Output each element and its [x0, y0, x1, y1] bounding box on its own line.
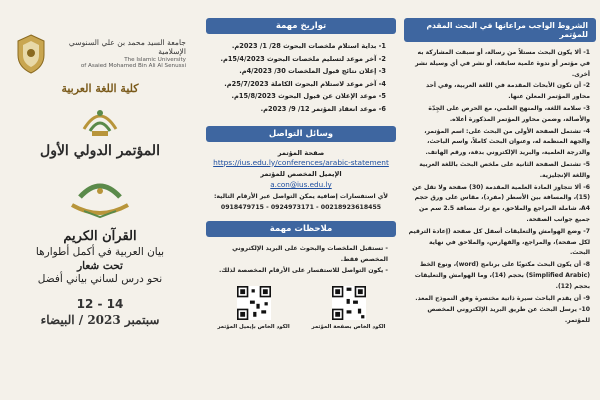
- condition-item: 7- وضع الهوامش والتعليقات أسفل كل صفحة (إعادة الترقيم لكل صفحة)، والمراجع، والفهارس، والملاحق في نهاية البحث.: [408, 227, 590, 257]
- condition-item: 3- سلامة اللغة، والمنهج العلمي، مع الحرص على الجِدّة والأصالة، وضمن محاور المؤتمر المذكورة أعلاه.: [428, 104, 590, 123]
- slogan-text: نحو درس لساني بياني أفضل: [37, 273, 163, 285]
- date-item: 1- بداية استلام ملخصات البحوث 28/ 1/ 2023م.: [231, 42, 386, 50]
- notes-list: [206, 237, 396, 276]
- university-name-en-1: The Islamic University: [124, 56, 186, 63]
- university-name: [54, 38, 186, 71]
- conference-email-link[interactable]: a.con@ius.edu.ly: [270, 180, 332, 190]
- qr-page-caption: الكود الخاص بصفحة المؤتمر: [311, 324, 386, 331]
- date-item: 5- موعد الإعلان عن قبول البحوث 15/8/2023م.: [231, 92, 386, 101]
- phones-label: لأي استفسارات إضافية يمكن التواصل عبر الأرقام التالية:: [213, 193, 389, 201]
- college-name: كلية اللغة العربية: [61, 82, 139, 95]
- qr-page[interactable]: [309, 286, 389, 330]
- date-item: 2- آخر موعد لتسليم ملخصات البحوث 15/4/2023م.: [220, 54, 386, 63]
- university-name-en-2: of Asaied Mohamed Bin Ali Al Senussi: [80, 63, 186, 70]
- dates-list: [206, 34, 396, 116]
- condition-item: 8- أن يكون البحث مكتوبًا على برنامج (word)، ونوع الخط (Simplified Arabic) بحجم (14)، وما الهوامش والتعليقات بحجم (12).: [414, 261, 590, 290]
- condition-item: 6- ألا تتجاوز المادة العلمية المقدمة (30) صفحة ولا تقل عن (15)، والمسافة بين الأسطر (مفرد)، مقاس على ورق حجم A4، شاملة المراجع والملاحق، مع ترك مسافة 2.5 سم من جميع جوانب الصفحة.: [412, 183, 590, 223]
- date-item: 3- إعلان نتائج قبول الملخصات 30/ 4/2023م.: [239, 67, 386, 76]
- qr-codes: [206, 286, 396, 330]
- conference-page-link[interactable]: https://ius.edu.ly/conferences/arabic-statement: [213, 157, 389, 167]
- conditions-list: [404, 42, 596, 327]
- conference-date-range: 12 - 14: [76, 297, 124, 311]
- condition-item: 2- أن تكون الأبحاث المقدمة في اللغة العربية، وفي أحد محاور المؤتمر المعلن عنها.: [425, 82, 590, 101]
- condition-item: 1- ألا يكون البحث مستلاً من رسالة، أو سبقت المشاركة به في مؤتمر أو ندوة علمية سابقة، أو نشر في أي وسيلة نشر أخرى.: [415, 49, 590, 78]
- note-item: - تستقبل الملخصات والبحوث على البريد الإلكتروني المخصص فقط.: [232, 245, 388, 264]
- date-item: 6- موعد انعقاد المؤتمر 12/ 9/ 2023م.: [260, 104, 386, 113]
- qr-code-icon: [237, 286, 271, 320]
- notes-header: ملاحظات مهمة: [206, 221, 396, 237]
- condition-item: 10- يرسل البحث عن طريق البريد الإلكتروني المخصص للمؤتمر.: [427, 306, 590, 325]
- university-header: [6, 18, 194, 80]
- conference-emblem-icon: [70, 99, 130, 141]
- contact-header: وسائل التواصل: [206, 126, 396, 142]
- qr-email[interactable]: [214, 286, 294, 330]
- conference-date-place: سبتمبر 2023 / البيضاء: [40, 313, 160, 327]
- slogan-heading: تحت شعار: [77, 260, 123, 272]
- university-crest-icon: [14, 33, 48, 75]
- university-name-ar: جامعة السيد محمد بن علي السنوسي الإسلامية: [68, 37, 186, 57]
- contact-section: [206, 142, 396, 212]
- condition-item: 4- تشتمل الصفحة الأولى من البحث على: اسم المؤتمر، والجهة المنظمة له، وعنوان البحث كاملاً، واسم الباحث، والدرجة العلمية، والبريد الإلكتروني بدقة، ورقم الهاتف.: [424, 127, 590, 157]
- conference-title: المؤتمر الدولي الأول: [40, 143, 160, 159]
- date-item: 4- آخر موعد لاستلام البحوث الكاملة 25/7/2023م.: [224, 79, 386, 88]
- book-emblem-icon: [60, 167, 140, 225]
- conditions-header: الشروط الواجب مراعاتها في البحث المقدم للمؤتمر: [404, 18, 596, 42]
- conference-subtitle: بيان العربية في أكمل أطوارها: [35, 246, 165, 258]
- phone-numbers: 0918479715 - 0924973171 - 00218923618455: [220, 204, 382, 212]
- note-item: - يكون التواصل للاستفسار على الأرقام المخصصة لذلك.: [218, 267, 388, 275]
- conference-page-label: صفحة المؤتمر: [277, 148, 325, 157]
- condition-item: 9- أن يقدم الباحث سيرة ذاتية مختصرة وفق النموذج المعد.: [415, 294, 590, 302]
- qr-email-caption: الكود الخاص بإيميل المؤتمر: [217, 324, 290, 331]
- dates-header: تواريخ مهمة: [206, 18, 396, 34]
- info-panel: [206, 18, 396, 394]
- cover-panel: [6, 18, 194, 394]
- conference-main-title: القرآن الكريم: [63, 229, 137, 244]
- qr-code-icon: [332, 286, 366, 320]
- conference-email-label: الإيميل المخصص للمؤتمر: [260, 170, 342, 179]
- conditions-panel: [404, 18, 596, 394]
- condition-item: 5- تشتمل الصفحة الثانية على ملخص البحث باللغة العربية واللغة الإنجليزية.: [419, 160, 590, 179]
